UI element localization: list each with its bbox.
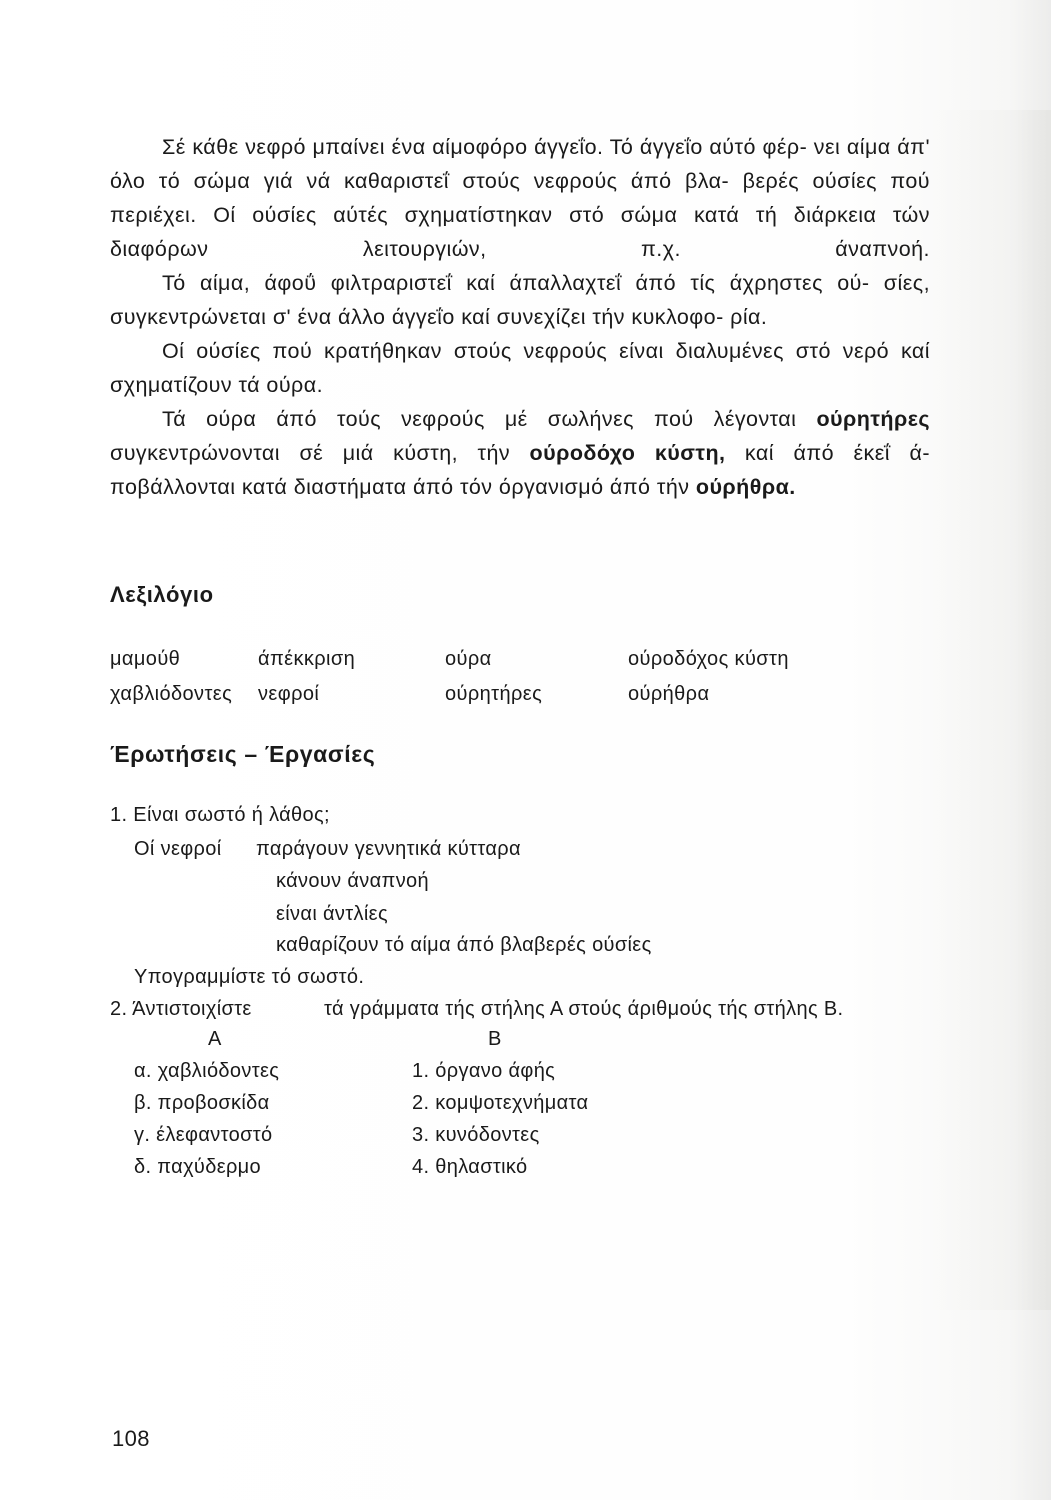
p4-text: ποβάλλονται κατά διαστήματα άπό τόν όργανισμό άπό τήν: [110, 475, 696, 499]
p4-text: Τά ούρα άπό τούς νεφρούς μέ σωλήνες πού λέγονται: [162, 407, 817, 431]
paragraph-4: [110, 402, 930, 504]
vocab-row: [110, 642, 930, 677]
vocab-word: χαβλιόδοντες: [110, 683, 233, 705]
column-b-item: 1. όργανο άφής: [412, 1060, 556, 1082]
vocab-word: ούρητήρες: [445, 683, 543, 705]
vocab-word: νεφροί: [258, 683, 320, 705]
p1-line: Σέ κάθε νεφρό μπαίνει ένα αίμοφόρο άγγεΐο. Τό άγγεΐο αύτό φέρ-: [162, 135, 808, 159]
p4-text: συγκεντρώνονται σέ μιά κύστη, τήν: [110, 441, 530, 465]
page-edge-shadow: [931, 110, 1051, 1310]
questions-heading: Έρωτήσεις – Έργασίες: [110, 741, 376, 767]
body-text: [110, 130, 930, 504]
q1-option: είναι άντλίες: [276, 903, 388, 925]
p2-line: Τό αίμα, άφοΰ φιλτραριστεΐ καί άπαλλαχτεΐ άπό τίς άχρηστες ού-: [162, 271, 870, 295]
term-bladder: ούροδόχο κύστη,: [529, 441, 726, 465]
vocabulary-heading: Λεξιλόγιο: [110, 582, 214, 607]
column-b-item: 4. θηλαστικό: [412, 1156, 528, 1178]
p1-line: βερές ούσίες πού περιέχει. Οί ούσίες αύτές σχηματίστηκαν στό σώμα: [110, 169, 930, 227]
q1-instruction: Υπογραμμίστε τό σωστό.: [134, 966, 365, 988]
p4-text: καί άπό έκεΐ ά-: [725, 441, 930, 465]
q1-option: κάνουν άναπνοή: [276, 870, 430, 892]
column-a-item: δ. παχύδερμο: [134, 1156, 262, 1178]
p2-line: ρία.: [730, 305, 768, 329]
q1-subject: Οί νεφροί: [134, 838, 222, 860]
p1-line: κατά τή διάρκεια τών διαφόρων λειτουργιών, π.χ. άναπνοή.: [110, 203, 930, 261]
column-b-item: 2. κομψοτεχνήματα: [412, 1092, 589, 1114]
vocab-row: [110, 677, 930, 712]
column-b-item: 3. κυνόδοντες: [412, 1124, 540, 1146]
term-ureters: ούρητήρες: [816, 407, 930, 431]
p3-line: νερό καί σχηματίζουν τά ούρα.: [110, 339, 930, 397]
vocab-word: μαμούθ: [110, 648, 181, 670]
p3-line: Οί ούσίες πού κρατήθηκαν στούς νεφρούς είναι διαλυμένες στό: [162, 339, 831, 363]
q1-title: 1. Είναι σωστό ή λάθος;: [110, 804, 330, 826]
vocab-word: ούροδόχος κύστη: [628, 648, 789, 670]
column-a-item: α. χαβλιόδοντες: [134, 1060, 280, 1082]
p1-line: νει αίμα άπ' όλο τό σώμα γιά νά καθαριστεΐ στούς νεφρούς άπό βλα-: [110, 135, 930, 193]
column-a-item: γ. έλεφαντοστό: [134, 1124, 273, 1146]
term-urethra: ούρήθρα.: [695, 475, 796, 499]
q1-option: καθαρίζουν τό αίμα άπό βλαβερές ούσίες: [276, 934, 652, 956]
q2-title: τά γράμματα τής στήλης Α στούς άριθμούς τής στήλης Β.: [324, 998, 844, 1020]
vocab-word: άπέκκριση: [258, 648, 356, 670]
column-a-header: Α: [208, 1028, 222, 1050]
vocab-word: ούρα: [445, 648, 492, 670]
q1-option: παράγουν γεννητικά κύτταρα: [256, 838, 521, 860]
paragraph-3: [110, 334, 930, 402]
p2-line: σίες, συγκεντρώνεται σ' ένα άλλο άγγεΐο καί συνεχίζει τήν κυκλοφο-: [110, 271, 930, 329]
paragraph-2: [110, 266, 930, 334]
vocabulary-list: [110, 642, 930, 712]
column-b-header: Β: [488, 1028, 502, 1050]
vocab-word: ούρήθρα: [628, 683, 710, 705]
column-a-item: β. προβοσκίδα: [134, 1092, 270, 1114]
page-number: 108: [112, 1426, 150, 1451]
paragraph-1: [110, 130, 930, 266]
q2-title-number: 2. Άντιστοιχίστε: [110, 998, 252, 1020]
